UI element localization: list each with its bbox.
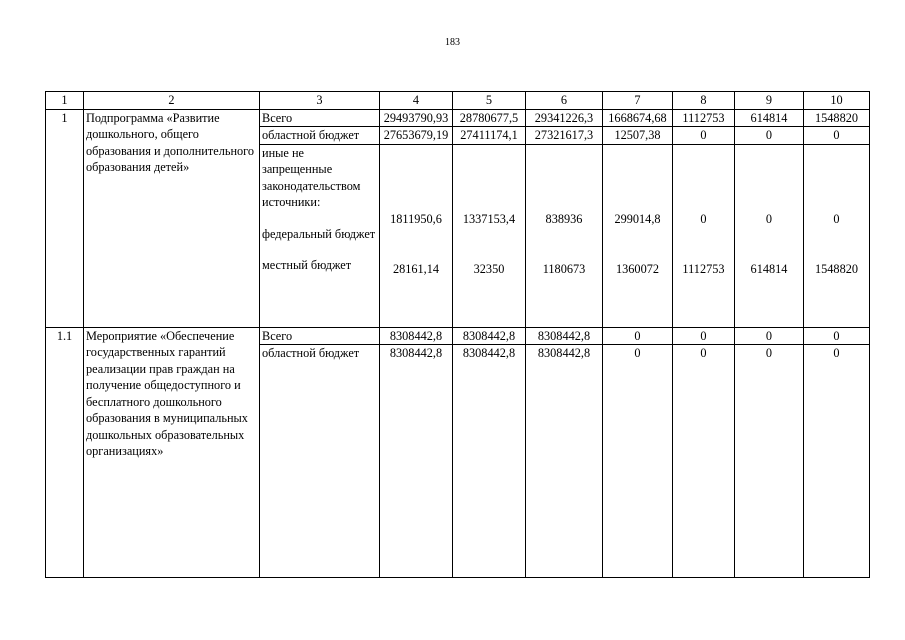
- year-values-cell: [603, 327, 673, 578]
- source-local-label: местный бюджет: [262, 258, 352, 272]
- source-regional-label: областной бюджет: [262, 346, 360, 360]
- year-values-cell: [380, 109, 453, 327]
- value-regional: 0: [804, 127, 869, 145]
- value-regional: 8308442,8: [537, 346, 591, 360]
- value-regional: 8308442,8: [389, 346, 443, 360]
- year-values-cell: [673, 327, 735, 578]
- year-values-cell: [673, 109, 735, 327]
- year-values-cell: [735, 327, 804, 578]
- value-total: 0: [735, 328, 803, 346]
- value-regional: 27411174,1: [453, 127, 525, 145]
- value-total: 29341226,3: [526, 110, 602, 128]
- table-row: [46, 327, 870, 578]
- header-cell: 5: [453, 92, 526, 110]
- value-federal: 1337153,4: [462, 211, 516, 226]
- value-federal: 0: [833, 211, 840, 226]
- year-values-cell: [526, 327, 603, 578]
- value-regional: 0: [765, 346, 773, 360]
- value-total: 8308442,8: [526, 328, 602, 346]
- activity-name: Мероприятие «Обеспечение государственных гарантий реализации прав граждан на получение общедоступного и бесплатного дошкольного образования в муниципальных дошкольных образовательных организациях»: [84, 327, 260, 578]
- header-cell: 4: [380, 92, 453, 110]
- header-cell: 1: [46, 92, 84, 110]
- year-values-cell: [380, 327, 453, 578]
- source-total-label: Всего: [260, 110, 379, 128]
- row-number: 1: [46, 109, 84, 327]
- value-local: 614814: [750, 261, 788, 276]
- year-values-cell: [453, 327, 526, 578]
- value-regional: 12507,38: [603, 127, 672, 145]
- source-other-label: иные не запрещенные законодательством источники:: [262, 145, 361, 209]
- table-row: [46, 109, 870, 327]
- value-regional: 8308442,8: [462, 346, 516, 360]
- header-cell: 3: [260, 92, 380, 110]
- value-federal: 1811950,6: [390, 211, 442, 226]
- header-cell: 8: [673, 92, 735, 110]
- header-cell: 10: [804, 92, 870, 110]
- year-values-cell: [526, 109, 603, 327]
- value-local: 1548820: [814, 261, 859, 276]
- value-total: 1668674,68: [603, 110, 672, 128]
- page-number: 183: [445, 37, 460, 48]
- program-name: Подпрограмма «Развитие дошкольного, общего образования и дополнительного образования детей»: [84, 109, 260, 327]
- value-local: 1360072: [615, 261, 660, 276]
- budget-table: [45, 91, 870, 578]
- value-regional: 0: [634, 346, 641, 360]
- funding-sources-cell: [260, 327, 380, 578]
- year-values-cell: [804, 327, 870, 578]
- year-values-cell: [603, 109, 673, 327]
- value-local: 32350: [473, 261, 505, 276]
- value-total: 0: [804, 328, 869, 346]
- header-cell: 2: [84, 92, 260, 110]
- value-total: 0: [673, 328, 734, 346]
- year-values-cell: [735, 109, 804, 327]
- value-total: 29493790,93: [380, 110, 452, 128]
- value-regional: 0: [735, 127, 803, 145]
- value-regional: 0: [673, 127, 734, 145]
- source-federal-label: федеральный бюджет: [262, 226, 376, 241]
- value-total: 0: [603, 328, 672, 346]
- value-regional: 0: [700, 346, 707, 360]
- header-cell: 7: [603, 92, 673, 110]
- source-regional-label: областной бюджет: [260, 127, 379, 145]
- year-values-cell: [804, 109, 870, 327]
- value-total: 8308442,8: [453, 328, 525, 346]
- value-total: 1548820: [804, 110, 869, 128]
- value-regional: 0: [833, 346, 840, 360]
- row-number: 1.1: [46, 327, 84, 578]
- value-total: 1112753: [673, 110, 734, 128]
- value-local: 1180673: [542, 261, 586, 276]
- header-row: [46, 92, 870, 110]
- value-total: 28780677,5: [453, 110, 525, 128]
- value-federal: 299014,8: [614, 211, 661, 226]
- funding-sources-cell: [260, 109, 380, 327]
- value-local: 28161,14: [392, 261, 440, 276]
- value-federal: 0: [700, 211, 707, 226]
- value-local: 1112753: [682, 261, 725, 276]
- value-regional: 27653679,19: [380, 127, 452, 145]
- year-values-cell: [453, 109, 526, 327]
- value-total: 8308442,8: [380, 328, 452, 346]
- value-federal: 838936: [545, 211, 583, 226]
- value-regional: 27321617,3: [526, 127, 602, 145]
- value-federal: 0: [765, 211, 773, 226]
- header-cell: 9: [735, 92, 804, 110]
- header-cell: 6: [526, 92, 603, 110]
- source-total-label: Всего: [260, 328, 379, 346]
- value-total: 614814: [735, 110, 803, 128]
